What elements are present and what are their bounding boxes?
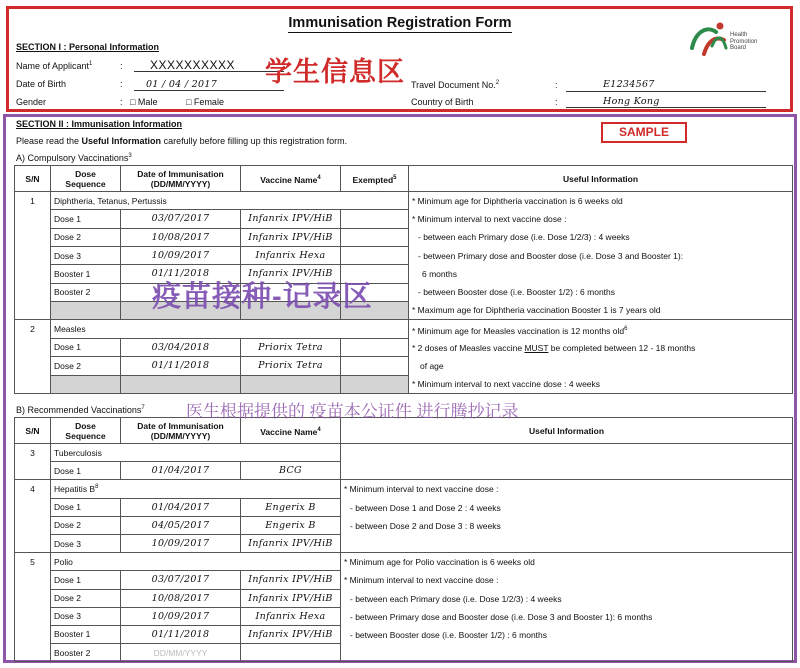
- header-sn: S/N: [15, 418, 51, 444]
- table-a-caption: A) Compulsory Vaccinations$^3$: [16, 153, 132, 163]
- dose-cell: Dose 1: [51, 498, 121, 516]
- date-cell[interactable]: 01/11/2018: [121, 625, 241, 643]
- empty-cell: [51, 375, 121, 393]
- dose-cell: Dose 2: [51, 516, 121, 534]
- useful-info-cell: [409, 320, 793, 394]
- section-2-heading: SECTION II : Immunisation Information: [16, 119, 183, 129]
- vaccine-cell[interactable]: BCG: [241, 462, 341, 480]
- section-1-heading: SECTION I : Personal Information: [16, 42, 160, 52]
- vaccine-cell[interactable]: Infanrix IPV/HiB: [241, 625, 341, 643]
- section-2-instruction: Please read the Useful Information carefully before filling up this registration form.: [16, 136, 348, 146]
- dose-cell: Dose 2: [51, 357, 121, 375]
- header-sn: S/N: [15, 166, 51, 192]
- table-row: [15, 192, 793, 210]
- dose-cell: Booster 1: [51, 265, 121, 283]
- vaccine-group-name: Diphtheria, Tetanus, Pertussis: [51, 192, 409, 210]
- vaccine-cell[interactable]: Infanrix IPV/HiB: [241, 265, 341, 283]
- info-line: of age: [420, 360, 444, 371]
- exempted-cell[interactable]: [341, 338, 409, 356]
- info-line: * Maximum age for Diphtheria vaccination Booster 1 is 7 years old: [412, 305, 661, 316]
- exempted-cell[interactable]: [341, 210, 409, 228]
- dob-value: 01 / 04 / 2017: [146, 79, 218, 90]
- header-date: Date of Immunisation (DD/MM/YYYY): [121, 166, 241, 192]
- dose-cell: Booster 1: [51, 625, 121, 643]
- date-cell[interactable]: 10/09/2017: [121, 534, 241, 552]
- name-value: XXXXXXXXXX: [150, 58, 236, 72]
- dose-cell: Dose 1: [51, 338, 121, 356]
- info-line: - between Booster dose (i.e. Booster 1/2) : 6 months: [418, 286, 616, 297]
- travel-doc-colon: :: [555, 80, 558, 90]
- vaccine-cell[interactable]: Engerix B: [241, 498, 341, 516]
- useful-info-cell: [341, 444, 793, 480]
- date-cell[interactable]: 10/08/2017: [121, 589, 241, 607]
- travel-doc-field[interactable]: [566, 80, 766, 92]
- sn-cell: 1: [15, 192, 51, 320]
- info-line: - between Dose 2 and Dose 3 : 8 weeks: [350, 520, 501, 531]
- empty-cell: [51, 301, 121, 319]
- vaccine-cell[interactable]: Priorix Tetra: [241, 338, 341, 356]
- sn-cell: 2: [15, 320, 51, 394]
- dob-label: Date of Birth: [16, 79, 67, 89]
- info-line: * Minimum interval to next vaccine dose :: [344, 575, 499, 586]
- table-row: [15, 444, 793, 462]
- vaccine-cell[interactable]: Infanrix IPV/HiB: [241, 228, 341, 246]
- date-cell[interactable]: 04/05/2017: [121, 516, 241, 534]
- name-label: Name of Applicant$^1$: [16, 61, 93, 71]
- info-line: - between each Primary dose (i.e. Dose 1/2/3) : 4 weeks: [418, 232, 630, 243]
- header-vaccine: Vaccine Name$^4$: [241, 418, 341, 444]
- info-line: - between Booster dose (i.e. Booster 1/2) : 6 months: [350, 629, 548, 640]
- useful-info-cell: [341, 480, 793, 553]
- info-line: * Minimum age for Measles vaccination is 12 months old$^6$: [412, 326, 628, 337]
- date-cell[interactable]: DD/MM/YYYY: [121, 644, 241, 662]
- date-cell[interactable]: 03/07/2017: [121, 210, 241, 228]
- travel-doc-label: Travel Document No.$^2$: [411, 80, 500, 90]
- info-line: - between Primary dose and Booster dose (i.e. Dose 3 and Booster 1): 6 months: [350, 611, 653, 622]
- logo-text: [730, 32, 757, 52]
- doctor-transcription-note: 医生根据提供的 疫苗本公证件 进行腾抄记录: [186, 402, 519, 421]
- empty-cell: [341, 375, 409, 393]
- table-row: [15, 553, 793, 571]
- info-line: 6 months: [422, 268, 457, 279]
- vaccine-cell[interactable]: Priorix Tetra: [241, 357, 341, 375]
- date-cell[interactable]: 10/08/2017: [121, 228, 241, 246]
- sample-stamp: SAMPLE: [601, 122, 687, 143]
- dob-colon: :: [120, 79, 123, 89]
- dose-cell: Dose 3: [51, 246, 121, 264]
- info-line: * Minimum age for Diphtheria vaccination is 6 weeks old: [412, 196, 623, 206]
- table-b-caption: B) Recommended Vaccinations$^7$: [16, 405, 145, 415]
- country-field[interactable]: [566, 96, 766, 108]
- compulsory-vaccinations-table: [14, 165, 793, 394]
- info-line: * 2 doses of Measles vaccine MUST be completed between 12 - 18 months: [412, 342, 696, 353]
- info-line: - between each Primary dose (i.e. Dose 1/2/3) : 4 weeks: [350, 593, 562, 604]
- header-exempted: Exempted$^5$: [341, 166, 409, 192]
- vaccination-record-annotation: 疫苗接种-记录区: [152, 281, 373, 313]
- dose-cell: Dose 1: [51, 462, 121, 480]
- country-colon: :: [555, 97, 558, 107]
- vaccine-cell[interactable]: Infanrix Hexa: [241, 246, 341, 264]
- dose-cell: Dose 2: [51, 228, 121, 246]
- date-cell[interactable]: 10/09/2017: [121, 607, 241, 625]
- vaccine-group-name: Measles: [51, 320, 409, 338]
- info-line: * Minimum interval to next vaccine dose : 4 weeks: [412, 378, 601, 389]
- date-cell[interactable]: 01/11/2018: [121, 265, 241, 283]
- vaccine-group-name: Hepatitis $B^8$: [51, 480, 341, 498]
- header-dose: Dose Sequence: [51, 166, 121, 192]
- header-date: Date of Immunisation (DD/MM/YYYY): [121, 418, 241, 444]
- dose-cell: Dose 3: [51, 607, 121, 625]
- country-value: Hong Kong: [603, 96, 660, 107]
- info-line: - between Dose 1 and Dose 2 : 4 weeks: [350, 502, 501, 513]
- sn-cell: 5: [15, 553, 51, 662]
- dose-cell: Dose 1: [51, 210, 121, 228]
- dose-cell: Dose 1: [51, 571, 121, 589]
- recommended-vaccinations-table: [14, 417, 793, 662]
- header-useful-info: Useful Information: [409, 166, 793, 192]
- table-header-row: [15, 166, 793, 192]
- sn-cell: 4: [15, 480, 51, 553]
- exempted-cell[interactable]: [341, 246, 409, 264]
- gender-label: Gender: [16, 97, 47, 107]
- info-line: * Minimum interval to next vaccine dose :: [412, 214, 567, 225]
- date-cell[interactable]: 01/04/2017: [121, 498, 241, 516]
- vaccine-cell[interactable]: Infanrix IPV/HiB: [241, 571, 341, 589]
- info-line: * Minimum age for Polio vaccination is 6 weeks old: [344, 557, 535, 568]
- vaccine-cell[interactable]: [241, 644, 341, 662]
- info-line: * Minimum interval to next vaccine dose :: [344, 484, 499, 495]
- name-colon: :: [120, 61, 123, 71]
- exempted-cell[interactable]: [341, 228, 409, 246]
- student-info-annotation: 学生信息区: [265, 57, 405, 87]
- header-vaccine: Vaccine Name$^4$: [241, 166, 341, 192]
- gender-male-checkbox[interactable]: □ Male: [130, 97, 158, 107]
- vaccine-cell[interactable]: Infanrix IPV/HiB: [241, 210, 341, 228]
- date-cell[interactable]: 10/09/2017: [121, 246, 241, 264]
- header-useful-info: Useful Information: [341, 418, 793, 444]
- vaccine-group-name: Tuberculosis: [51, 444, 341, 462]
- empty-cell: [241, 375, 341, 393]
- form-title: Immunisation Registration Form: [288, 15, 512, 31]
- logo-text-line: Health: [730, 32, 748, 38]
- dose-cell: Booster 2: [51, 283, 121, 301]
- vaccine-group-name: Polio: [51, 553, 341, 571]
- date-cell[interactable]: 01/11/2018: [121, 357, 241, 375]
- dose-cell: Dose 2: [51, 589, 121, 607]
- gender-colon: :: [120, 97, 123, 107]
- useful-info-cell: [409, 192, 793, 320]
- vaccine-cell[interactable]: Infanrix Hexa: [241, 607, 341, 625]
- exempted-cell[interactable]: [341, 357, 409, 375]
- dose-cell: Dose 3: [51, 534, 121, 552]
- sn-cell: 3: [15, 444, 51, 480]
- country-label: Country of Birth: [411, 97, 474, 107]
- date-cell[interactable]: 01/04/2017: [121, 462, 241, 480]
- header-dose: Dose Sequence: [51, 418, 121, 444]
- vaccine-cell[interactable]: Infanrix IPV/HiB: [241, 534, 341, 552]
- table-row: [15, 320, 793, 338]
- vaccine-cell[interactable]: Infanrix IPV/HiB: [241, 589, 341, 607]
- gender-female-checkbox[interactable]: □ Female: [186, 97, 224, 107]
- dose-cell: Booster 2: [51, 644, 121, 662]
- empty-cell: [121, 375, 241, 393]
- date-cell[interactable]: 03/07/2017: [121, 571, 241, 589]
- vaccine-cell[interactable]: Engerix B: [241, 516, 341, 534]
- logo-text-line: Board: [730, 45, 747, 51]
- info-line: - between Primary dose and Booster dose (i.e. Dose 3 and Booster 1):: [418, 250, 684, 261]
- useful-info-cell: [341, 553, 793, 662]
- logo-text-line: Promotion: [730, 38, 758, 45]
- date-cell[interactable]: 03/04/2018: [121, 338, 241, 356]
- table-row: [15, 480, 793, 498]
- travel-doc-value: E1234567: [603, 79, 655, 90]
